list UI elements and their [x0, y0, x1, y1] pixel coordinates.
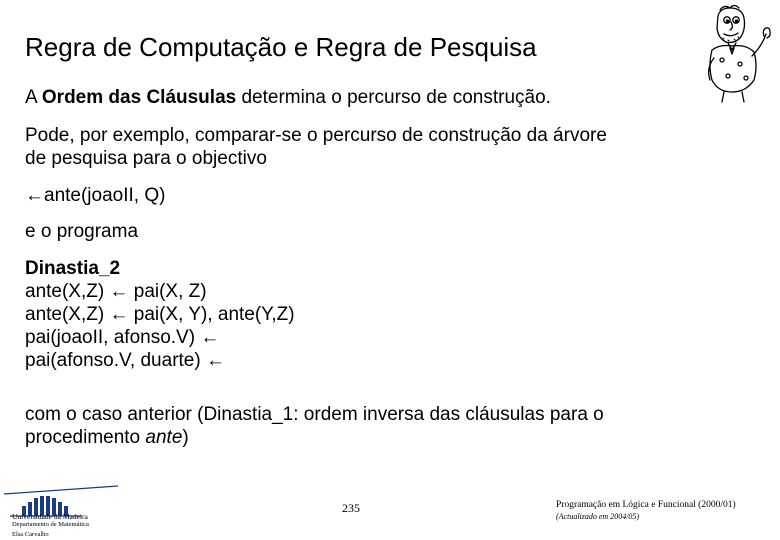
p1-pre: A — [25, 87, 42, 108]
program-intro: e o programa — [25, 221, 139, 242]
program-clause: pai(afonso.V, duarte) ← — [25, 350, 225, 371]
footer-author: Elsa Carvalho — [12, 531, 49, 538]
footer-university: Universidade da Madeira — [12, 512, 88, 521]
caveman-mascot-icon — [690, 0, 778, 104]
p2-line1: Pode, por exemplo, comparar-se o percurso de construção da árvore — [25, 125, 607, 146]
paragraph-compare — [25, 124, 607, 170]
slide-title: Regra de Computação e Regra de Pesquisa — [25, 32, 537, 62]
p2-line2: de pesquisa para o objectivo — [25, 148, 267, 169]
footer-updated: (Actualizado em 2004/05) — [556, 512, 640, 521]
closing-line2-italic: ante — [145, 427, 183, 448]
program-clause: ante(X,Z) ← pai(X, Z) — [25, 281, 207, 302]
paragraph-clause-order — [25, 86, 551, 109]
page-number: 235 — [342, 501, 360, 515]
goal-query: ←ante(joaoII, Q) — [25, 185, 166, 206]
p1-bold-term: Ordem das Cláusulas — [41, 87, 237, 108]
program-block — [25, 257, 295, 372]
closing-line2-post: ) — [182, 427, 189, 448]
footer-department: Departamento de Matemática — [12, 521, 89, 528]
closing-line1: com o caso anterior (Dinastia_1: ordem inversa das cláusulas para o — [25, 404, 604, 425]
program-name: Dinastia_2 — [25, 258, 121, 279]
closing-line2-pre: procedimento — [25, 427, 146, 448]
closing-line2 — [25, 426, 604, 449]
p1-post: determina o percurso de construção. — [236, 87, 551, 108]
footer-course: Programação em Lógica e Funcional (2000/01) — [556, 500, 736, 510]
program-clause: ante(X,Z) ← pai(X, Y), ante(Y,Z) — [25, 304, 295, 325]
program-clause: pai(joaoII, afonso.V) ← — [25, 327, 220, 348]
paragraph-closing — [25, 403, 604, 449]
